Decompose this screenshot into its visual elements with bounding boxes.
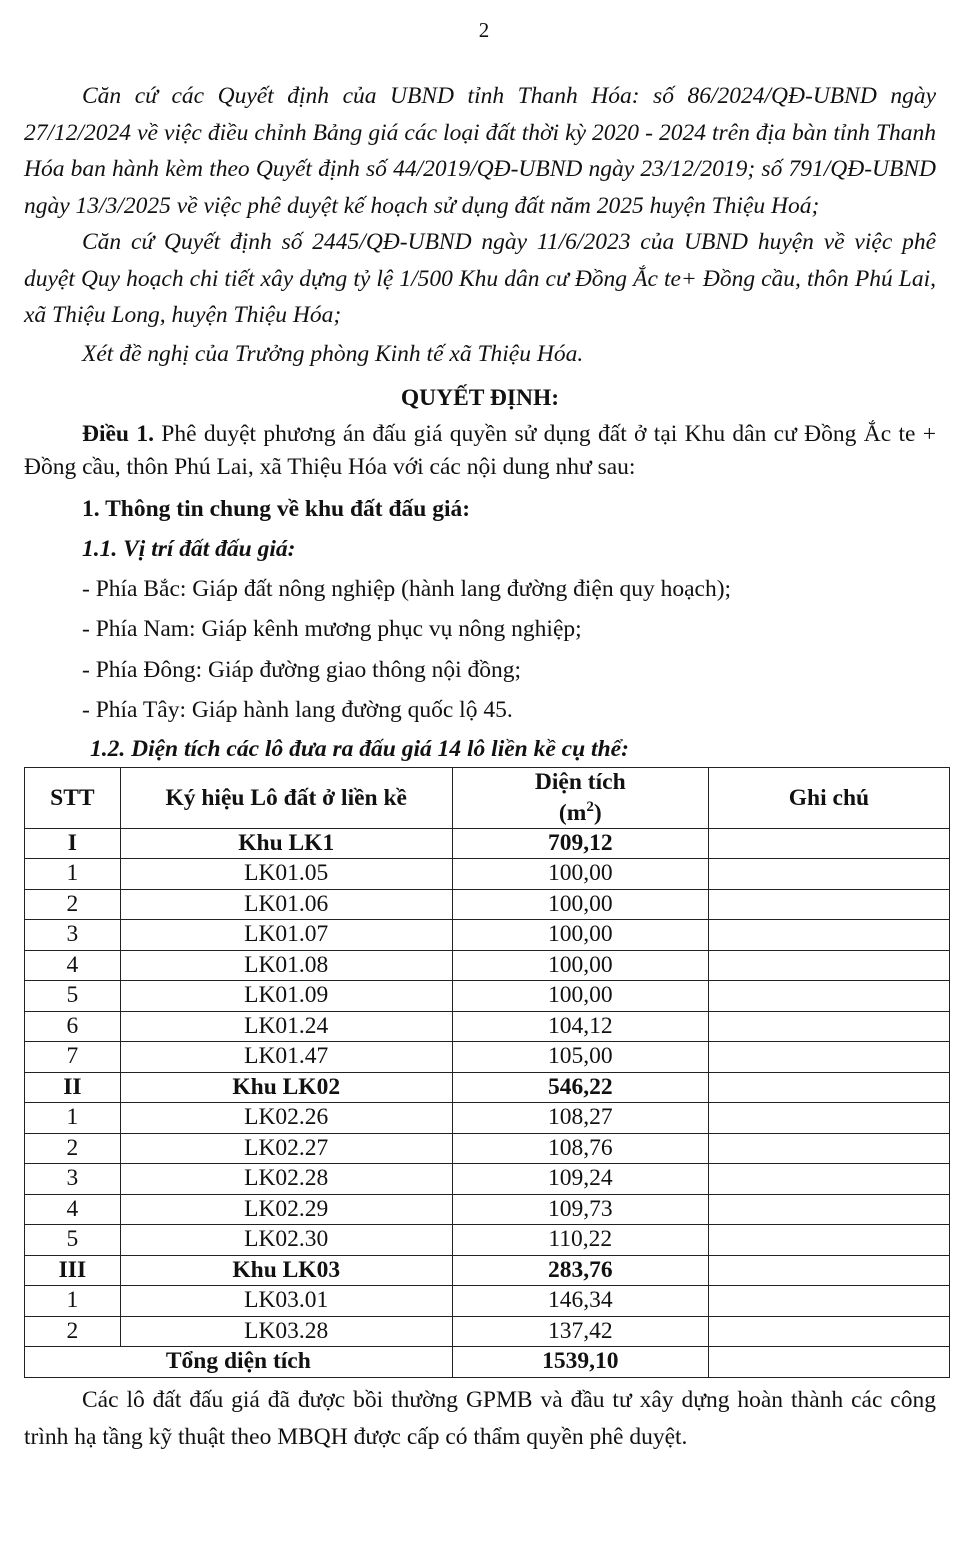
cell-lot-code: LK01.06 (120, 889, 452, 920)
cell-area: 283,76 (452, 1255, 708, 1286)
cell-area: 104,12 (452, 1011, 708, 1042)
closing-paragraph: Các lô đất đấu giá đã được bồi thường GPMB và đầu tư xây dựng hoàn thành các công trình hạ tầng kỹ thuật theo MBQH được cấp có thẩm quyền phê duyệt. (24, 1386, 936, 1450)
legal-basis-2: Căn cứ Quyết định số 2445/QĐ-UBND ngày 11/6/2023 của UBND huyện về việc phê duyệt Quy hoạch chi tiết xây dựng tỷ lệ 1/500 Khu dân cư Đồng Ắc te+ Đồng cầu, thôn Phú Lai, xã Thiệu Long, huyện Thiệu Hóa; (24, 229, 936, 328)
cell-area: 137,42 (452, 1316, 708, 1347)
cell-lot-code: LK02.30 (120, 1225, 452, 1256)
table-row (25, 1042, 950, 1073)
cell-lot-code: LK02.29 (120, 1194, 452, 1225)
cell-lot-code: Khu LK1 (120, 828, 452, 859)
cell-stt: 6 (25, 1011, 121, 1042)
cell-area: 100,00 (452, 981, 708, 1012)
cell-note (708, 1011, 949, 1042)
boundary-south: - Phía Nam: Giáp kênh mương phục vụ nông nghiệp; (82, 616, 582, 642)
cell-stt: 4 (25, 950, 121, 981)
table-row (25, 1103, 950, 1134)
cell-stt: 1 (25, 1103, 121, 1134)
table-group-row (25, 828, 950, 859)
cell-stt: 4 (25, 1194, 121, 1225)
cell-stt: I (25, 828, 121, 859)
cell-area: 110,22 (452, 1225, 708, 1256)
header-lot-code: Ký hiệu Lô đất ở liền kề (120, 767, 452, 828)
cell-area: 146,34 (452, 1286, 708, 1317)
cell-lot-code: LK01.24 (120, 1011, 452, 1042)
table-group-row (25, 1255, 950, 1286)
cell-lot-code: LK01.05 (120, 859, 452, 890)
cell-stt: 2 (25, 889, 121, 920)
cell-area: 109,73 (452, 1194, 708, 1225)
cell-area: 100,00 (452, 950, 708, 981)
cell-stt: 1 (25, 859, 121, 890)
cell-note (708, 1164, 949, 1195)
total-note (708, 1347, 949, 1378)
cell-area: 108,27 (452, 1103, 708, 1134)
cell-lot-code: LK02.26 (120, 1103, 452, 1134)
table-header-row (25, 767, 950, 828)
cell-lot-code: LK02.28 (120, 1164, 452, 1195)
cell-stt: 3 (25, 1164, 121, 1195)
cell-note (708, 1103, 949, 1134)
section-1-2-heading: 1.2. Diện tích các lô đưa ra đấu giá 14 lô liền kề cụ thể: (90, 735, 629, 762)
cell-area: 108,76 (452, 1133, 708, 1164)
cell-stt: 2 (25, 1316, 121, 1347)
cell-lot-code: LK02.27 (120, 1133, 452, 1164)
cell-note (708, 1042, 949, 1073)
table-group-row (25, 1072, 950, 1103)
document-body (24, 78, 936, 1456)
cell-area: 100,00 (452, 920, 708, 951)
header-area-unit: $(m^2)$ (558, 799, 602, 827)
table-row (25, 1286, 950, 1317)
cell-note (708, 859, 949, 890)
table-row (25, 920, 950, 951)
table-row (25, 1316, 950, 1347)
cell-stt: 5 (25, 1225, 121, 1256)
cell-stt: 1 (25, 1286, 121, 1317)
header-stt: STT (25, 767, 121, 828)
cell-stt: 7 (25, 1042, 121, 1073)
cell-stt: III (25, 1255, 121, 1286)
article-1-text: Phê duyệt phương án đấu giá quyền sử dụng đất ở tại Khu dân cư Đồng Ắc te + Đồng cầu, thôn Phú Lai, xã Thiệu Hóa với các nội dung như sau: (24, 420, 937, 480)
cell-note (708, 981, 949, 1012)
cell-lot-code: LK01.07 (120, 920, 452, 951)
cell-note (708, 1194, 949, 1225)
total-area: 1539,10 (452, 1347, 708, 1378)
boundary-west: - Phía Tây: Giáp hành lang đường quốc lộ 45. (82, 697, 513, 723)
cell-lot-code: LK01.47 (120, 1042, 452, 1073)
cell-area: 100,00 (452, 889, 708, 920)
cell-note (708, 920, 949, 951)
article-1 (24, 418, 936, 484)
cell-lot-code: Khu LK02 (120, 1072, 452, 1103)
section-1-heading: 1. Thông tin chung về khu đất đấu giá: (82, 495, 471, 522)
cell-area: 709,12 (452, 828, 708, 859)
table-row (25, 981, 950, 1012)
proposal-basis: Xét đề nghị của Trưởng phòng Kinh tế xã Thiệu Hóa. (82, 340, 584, 367)
section-1-1-heading: 1.1. Vị trí đất đấu giá: (82, 535, 296, 562)
cell-lot-code: LK03.01 (120, 1286, 452, 1317)
cell-note (708, 1133, 949, 1164)
cell-stt: II (25, 1072, 121, 1103)
cell-lot-code: Khu LK03 (120, 1255, 452, 1286)
cell-stt: 5 (25, 981, 121, 1012)
cell-note (708, 1286, 949, 1317)
cell-lot-code: LK03.28 (120, 1316, 452, 1347)
cell-note (708, 950, 949, 981)
cell-area: 100,00 (452, 859, 708, 890)
cell-note (708, 1316, 949, 1347)
cell-note (708, 1255, 949, 1286)
cell-note (708, 889, 949, 920)
boundary-east: - Phía Đông: Giáp đường giao thông nội đồng; (82, 656, 521, 683)
table-row (25, 1225, 950, 1256)
header-area-label: Diện tích (534, 768, 626, 795)
cell-lot-code: LK01.08 (120, 950, 452, 981)
table-body (25, 828, 950, 1347)
cell-note (708, 1225, 949, 1256)
table-row (25, 859, 950, 890)
total-label: Tổng diện tích (25, 1347, 453, 1378)
cell-note (708, 1072, 949, 1103)
table-row (25, 1194, 950, 1225)
header-area (452, 767, 708, 828)
legal-basis-1: Căn cứ các Quyết định của UBND tỉnh Thanh Hóa: số 86/2024/QĐ-UBND ngày 27/12/2024 về việc điều chỉnh Bảng giá các loại đất thời kỳ 2020 - 2024 trên địa bàn tỉnh Thanh Hóa ban hành kèm theo Quyết định số 44/2019/QĐ-UBND ngày 23/12/2019; số 791/QĐ-UBND ngày 13/3/2025 về việc phê duyệt kế hoạch sử dụng đất năm 2025 huyện Thiệu Hoá; (24, 83, 936, 219)
table-row (25, 889, 950, 920)
table-row (25, 1011, 950, 1042)
table-row (25, 1164, 950, 1195)
cell-note (708, 828, 949, 859)
boundary-north: - Phía Bắc: Giáp đất nông nghiệp (hành lang đường điện quy hoạch); (82, 575, 732, 602)
table-row (25, 1133, 950, 1164)
lot-table (24, 767, 950, 1378)
cell-area: 105,00 (452, 1042, 708, 1073)
table-row (25, 950, 950, 981)
article-1-label: Điều 1. (82, 420, 154, 447)
cell-area: 109,24 (452, 1164, 708, 1195)
cell-stt: 3 (25, 920, 121, 951)
cell-lot-code: LK01.09 (120, 981, 452, 1012)
cell-stt: 2 (25, 1133, 121, 1164)
total-row (25, 1347, 950, 1378)
page-number: 2 (478, 18, 490, 42)
header-note: Ghi chú (708, 767, 949, 828)
cell-area: 546,22 (452, 1072, 708, 1103)
decision-heading: QUYẾT ĐỊNH: (400, 384, 560, 411)
